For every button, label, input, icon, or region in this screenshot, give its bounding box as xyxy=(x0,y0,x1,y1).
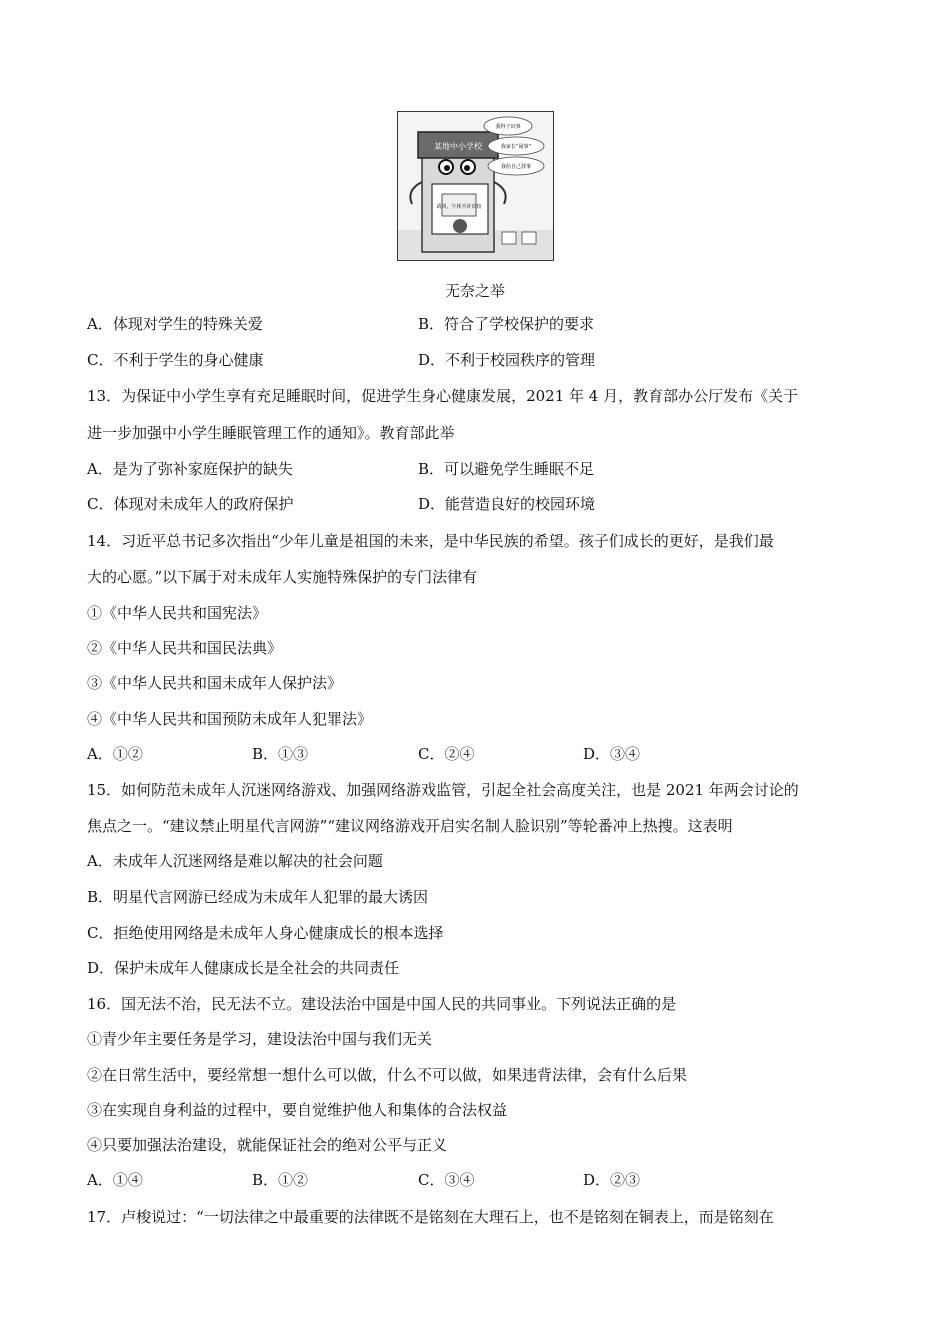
q15-option-b: B．明星代言网游已经成为未成年人犯罪的最大诱因 xyxy=(87,888,429,906)
q14-option-c: C．②④ xyxy=(418,745,475,763)
q13-stem-line1: 13．为保证中小学生享有充足睡眠时间，促进学生身心健康发展，2021 年 4 月，教育部办公厅发布《关于 xyxy=(87,387,799,405)
q13-option-c: C．体现对未成年人的政府保护 xyxy=(87,495,294,513)
q15-option-a: A．未成年人沉迷网络是难以解决的社会问题 xyxy=(87,852,383,870)
figure-caption: 无奈之举 xyxy=(444,282,505,300)
cartoon-drawing xyxy=(398,112,553,260)
q15-stem-line1: 15．如何防范未成年人沉迷网络游戏、加强网络游戏监管，引起全社会高度关注，也是 2021 年两会讨论的 xyxy=(87,781,799,799)
q13-option-d: D．能营造良好的校园环境 xyxy=(418,495,596,513)
q15-stem-line2: 焦点之一。“建议禁止明星代言网游”“建议网络游戏开启实名制人脸识别”等轮番冲上热搜。这表明 xyxy=(87,817,733,835)
q14-stem-line2: 大的心愿。”以下属于对未成年人实施特殊保护的专门法律有 xyxy=(87,568,478,586)
q13-stem-line2: 进一步加强中小学生睡眠管理工作的通知》。教育部此举 xyxy=(87,424,455,442)
q12-option-d: D．不利于校园秩序的管理 xyxy=(418,351,596,369)
q17-stem-line1: 17．卢梭说过：“一切法律之中最重要的法律既不是铭刻在大理石上，也不是铭刻在铜表上，而是铭刻在 xyxy=(87,1208,774,1226)
q13-option-a: A．是为了弥补家庭保护的缺失 xyxy=(87,460,293,478)
school-sign: 某地中小学校 xyxy=(434,142,482,151)
q14-item-1: ①《中华人民共和国宪法》 xyxy=(87,604,268,622)
q16-option-d: D．②③ xyxy=(583,1171,641,1189)
q16-item-2: ②在日常生活中，要经常想一想什么可以做，什么不可以做，如果违背法律，会有什么后果 xyxy=(87,1066,688,1084)
q16-item-3: ③在实现自身利益的过程中，要自觉维护他人和集体的合法权益 xyxy=(87,1101,508,1119)
q14-item-3: ③《中华人民共和国未成年人保护法》 xyxy=(87,674,343,692)
notice-board: 请同、午休不许出校 xyxy=(436,204,482,210)
q15-option-c: C．拒绝使用网络是未成年人身心健康成长的根本选择 xyxy=(87,924,444,942)
cartoon-illustration xyxy=(397,111,554,261)
bubble-2: 我家长“闹事” xyxy=(500,144,532,150)
bubble-1: 我得子出事 xyxy=(495,124,521,130)
q16-option-a: A．①④ xyxy=(87,1171,143,1189)
q14-stem-line1: 14．习近平总书记多次指出“少年儿童是祖国的未来，是中华民族的希望。孩子们成长的更好，是我们最 xyxy=(87,532,774,550)
bubble-3: 我给自己找事 xyxy=(500,164,532,170)
q16-option-b: B．①② xyxy=(252,1171,309,1189)
q14-option-b: B．①③ xyxy=(252,745,309,763)
q14-item-4: ④《中华人民共和国预防未成年人犯罪法》 xyxy=(87,710,373,728)
q16-item-1: ①青少年主要任务是学习，建设法治中国与我们无关 xyxy=(87,1030,433,1048)
q12-option-b: B．符合了学校保护的要求 xyxy=(418,315,595,333)
q15-option-d: D．保护未成年人健康成长是全社会的共同责任 xyxy=(87,959,400,977)
q14-item-2: ②《中华人民共和国民法典》 xyxy=(87,639,283,657)
q16-stem: 16．国无法不治，民无法不立。建设法治中国是中国人民的共同事业。下列说法正确的是 xyxy=(87,995,677,1013)
q16-item-4: ④只要加强法治建设，就能保证社会的绝对公平与正义 xyxy=(87,1136,448,1154)
q12-option-c: C．不利于学生的身心健康 xyxy=(87,351,264,369)
q13-option-b: B．可以避免学生睡眠不足 xyxy=(418,460,595,478)
q16-option-c: C．③④ xyxy=(418,1171,475,1189)
q12-option-a: A．体现对学生的特殊关爱 xyxy=(87,315,263,333)
q14-option-a: A．①② xyxy=(87,745,143,763)
q14-option-d: D．③④ xyxy=(583,745,641,763)
